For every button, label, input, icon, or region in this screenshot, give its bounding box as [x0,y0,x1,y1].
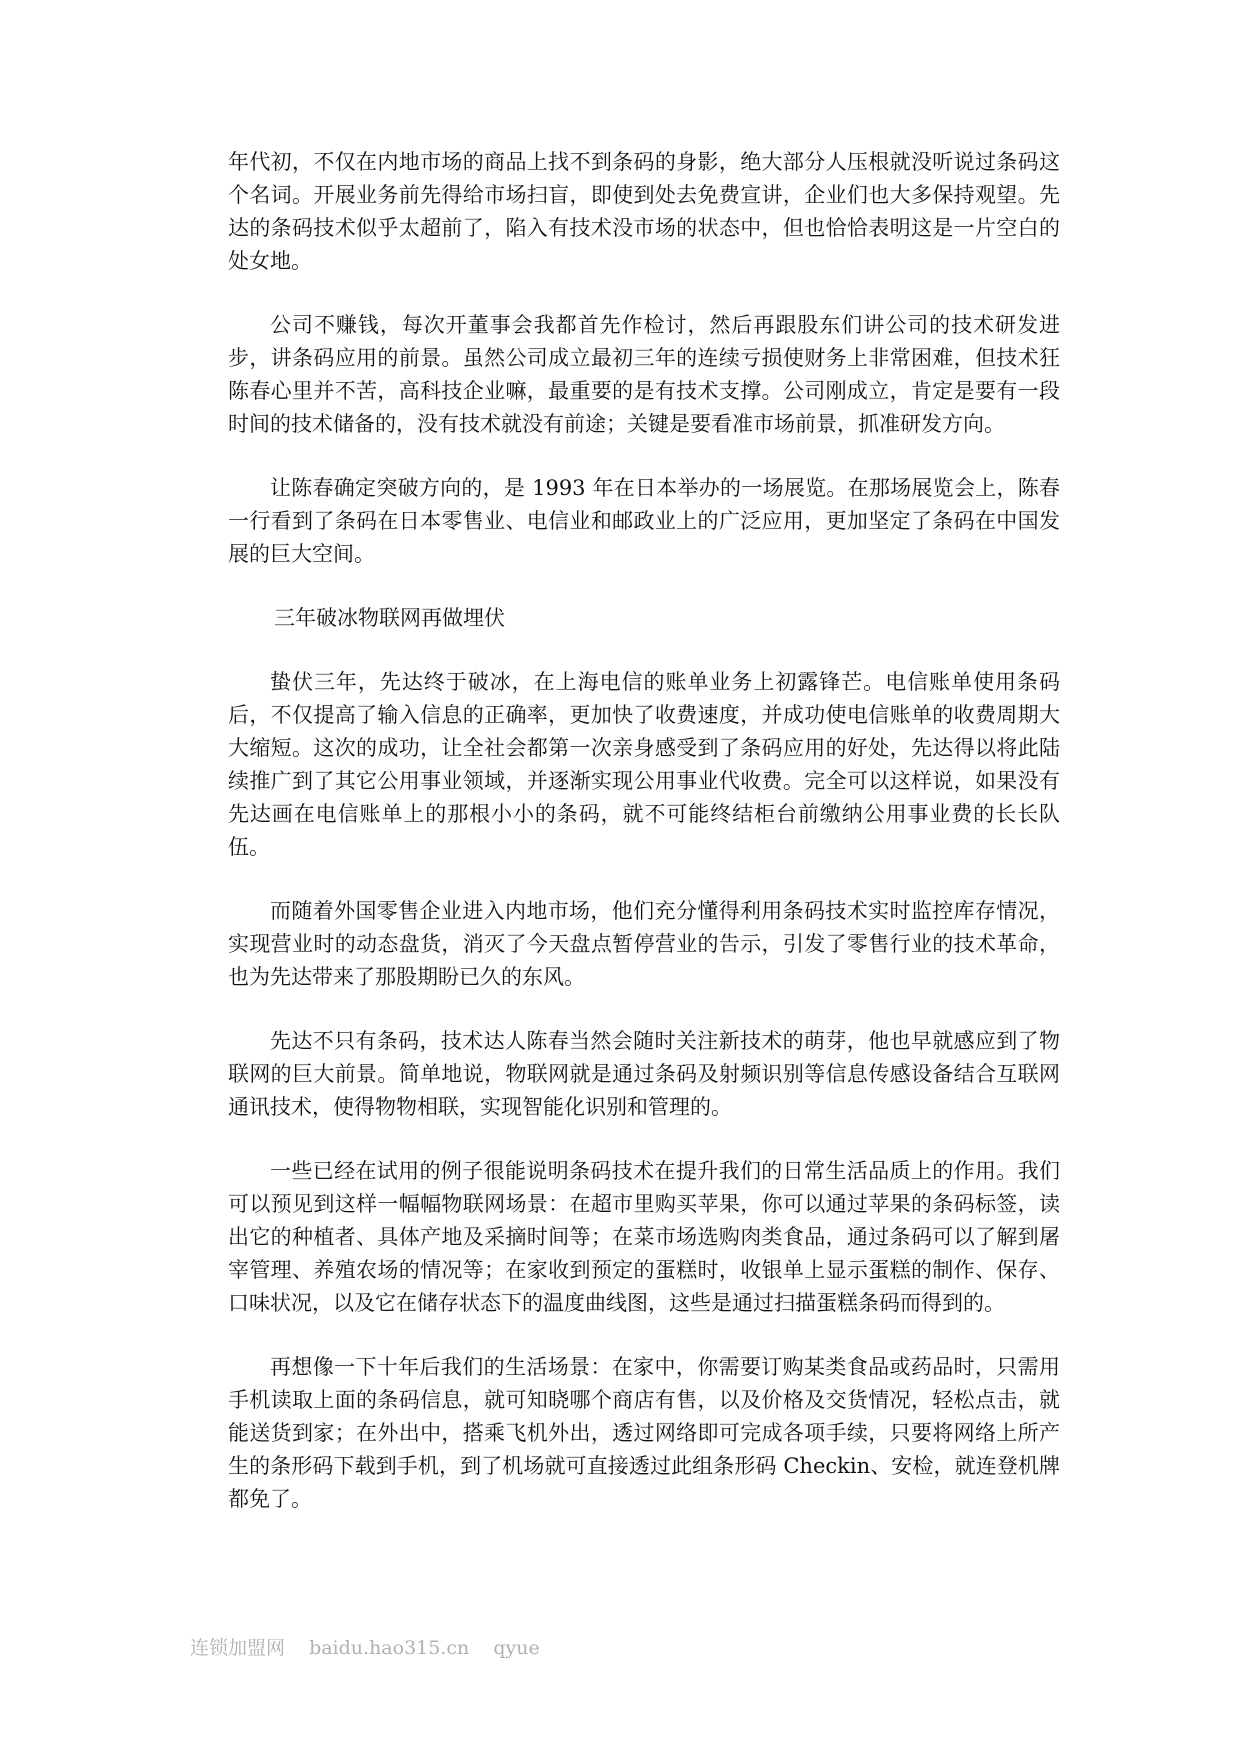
paragraph-2: 公司不赚钱，每次开董事会我都首先作检讨，然后再跟股东们讲公司的技术研发进步，讲条码应用的前景。虽然公司成立最初三年的连续亏损使财务上非常困难，但技术狂陈春心里并不苦，高科技企业嘛，最重要的是有技术支撑。公司刚成立，肯定是要有一段时间的技术储备的，没有技术就没有前途；关键是要看准市场前景，抓准研发方向。 [228,313,1060,436]
paragraph-1: 年代初，不仅在内地市场的商品上找不到条码的身影，绝大部分人压根就没听说过条码这个名词。开展业务前先得给市场扫盲，即使到处去免费宣讲，企业们也大多保持观望。先达的条码技术似乎太超前了，陷入有技术没市场的状态中，但也恰恰表明这是一片空白的处女地。 [228,150,1060,273]
paragraph-3: 让陈春确定突破方向的，是 1993 年在日本举办的一场展览。在那场展览会上，陈春一行看到了条码在日本零售业、电信业和邮政业上的广泛应用，更加坚定了条码在中国发展的巨大空间。 [228,476,1060,566]
paragraph-8: 再想像一下十年后我们的生活场景：在家中，你需要订购某类食品或药品时，只需用手机读取上面的条码信息，就可知晓哪个商店有售，以及价格及交货情况，轻松点击，就能送货到家；在外出中，搭乘飞机外出，透过网络即可完成各项手续，只要将网络上所产生的条形码下载到手机，到了机场就可直接透过此组条形码 Checkin、安检，就连登机牌都免了。 [228,1355,1060,1511]
paragraph-5: 而随着外国零售企业进入内地市场，他们充分懂得利用条码技术实时监控库存情况，实现营业时的动态盘货，消灭了今天盘点暂停营业的告示，引发了零售行业的技术革命，也为先达带来了那股期盼已久的东风。 [228,899,1060,989]
footer-site-name: 连锁加盟网 [190,1637,286,1659]
paragraph-7: 一些已经在试用的例子很能说明条码技术在提升我们的日常生活品质上的作用。我们可以预见到这样一幅幅物联网场景：在超市里购买苹果，你可以通过苹果的条码标签，读出它的种植者、具体产地及采摘时间等；在菜市场选购肉类食品，通过条码可以了解到屠宰管理、养殖农场的情况等；在家收到预定的蛋糕时，收银单上显示蛋糕的制作、保存、口味状况，以及它在储存状态下的温度曲线图，这些是通过扫描蛋糕条码而得到的。 [228,1159,1060,1315]
footer-tag: qyue [493,1637,540,1659]
paragraph-4: 蛰伏三年，先达终于破冰，在上海电信的账单业务上初露锋芒。电信账单使用条码后，不仅提高了输入信息的正确率，更加快了收费速度，并成功使电信账单的收费周期大大缩短。这次的成功，让全社会都第一次亲身感受到了条码应用的好处，先达得以将此陆续推广到了其它公用事业领域，并逐渐实现公用事业代收费。完全可以这样说，如果没有先达画在电信账单上的那根小小的条码，就不可能终结柜台前缴纳公用事业费的长长队伍。 [228,670,1060,859]
paragraph-6: 先达不只有条码，技术达人陈春当然会随时关注新技术的萌芽，他也早就感应到了物联网的巨大前景。简单地说，物联网就是通过条码及射频识别等信息传感设备结合互联网通讯技术，使得物物相联，实现智能化识别和管理的。 [228,1029,1060,1119]
section-heading: 三年破冰物联网再做埋伏 [274,606,505,630]
footer-url: baidu.hao315.cn [309,1637,470,1659]
page-footer-watermark [190,1633,558,1660]
article-body [228,146,1060,1547]
